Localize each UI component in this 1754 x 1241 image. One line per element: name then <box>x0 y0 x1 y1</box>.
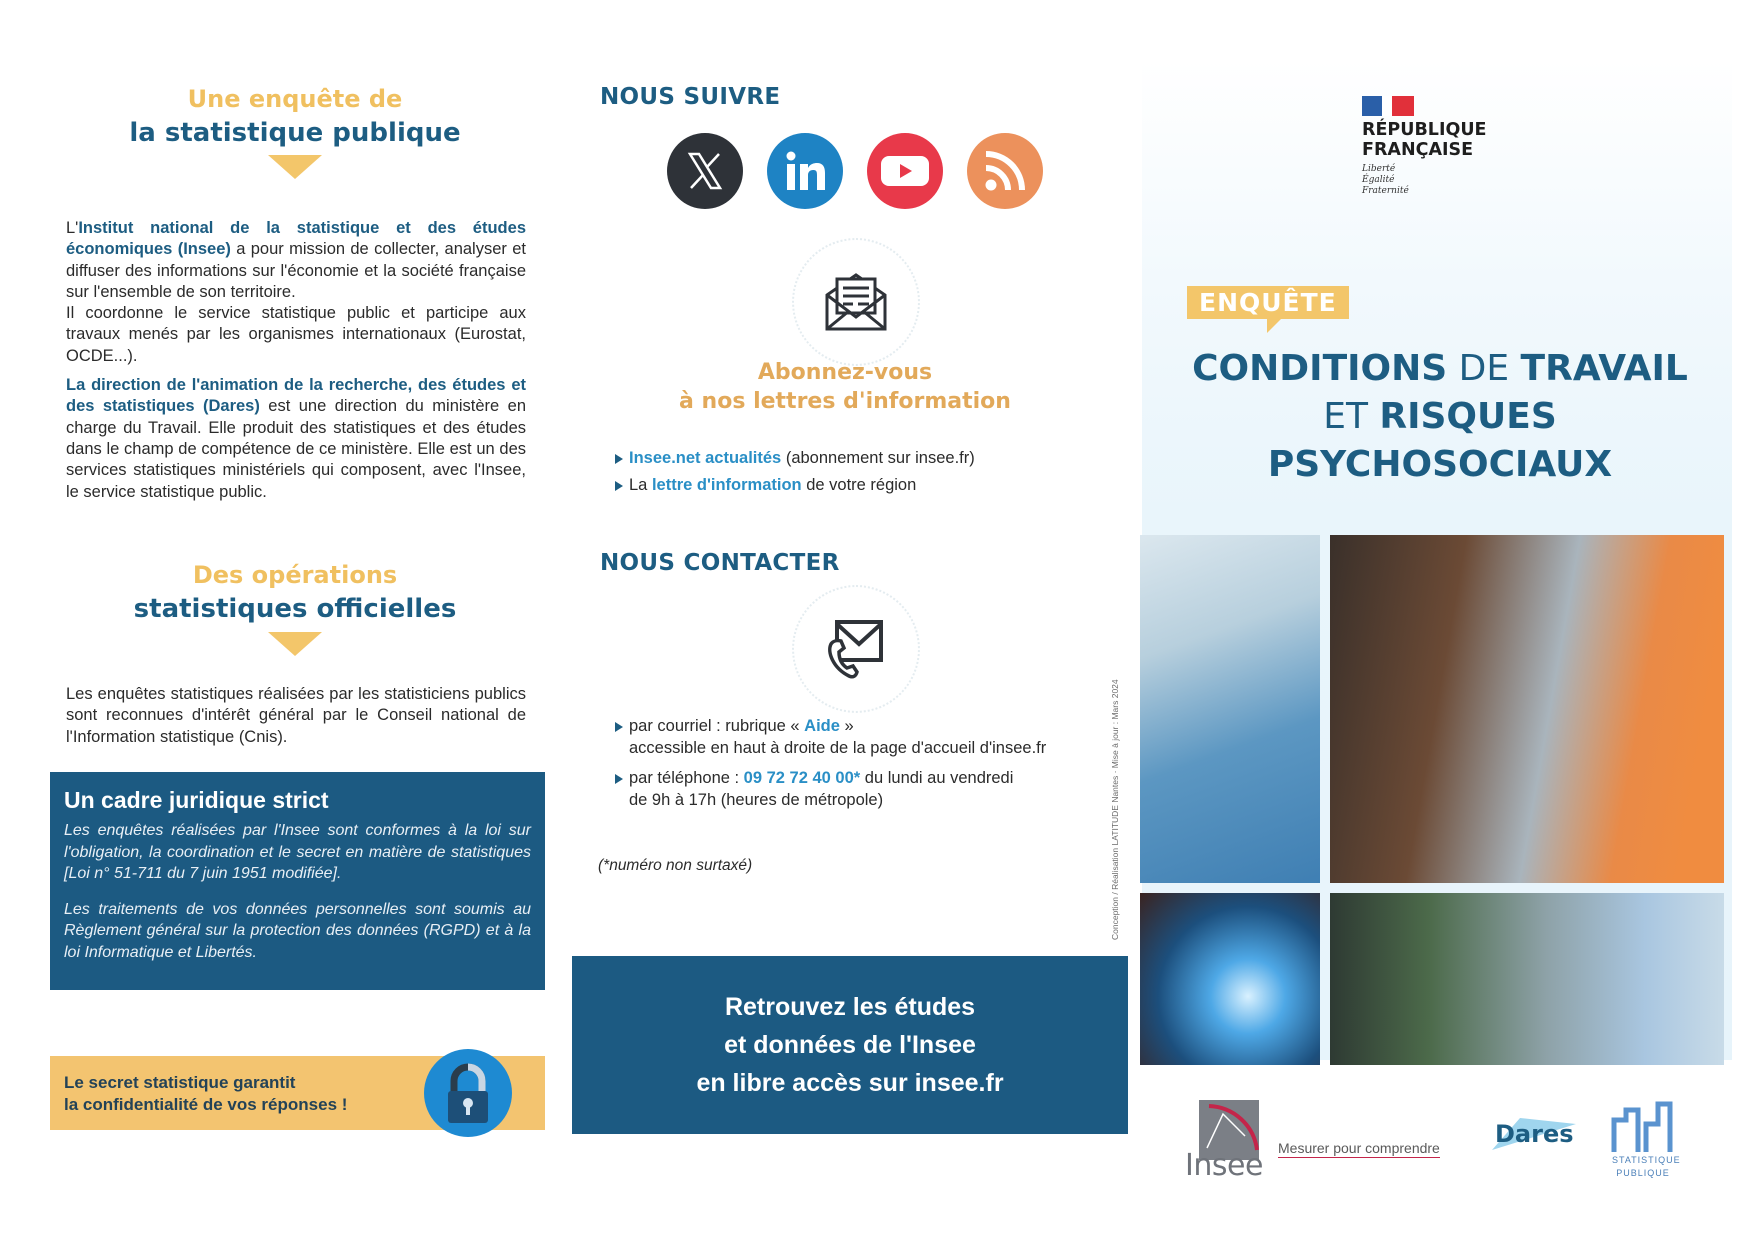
cover-title: CONDITIONS DE TRAVAIL ET RISQUES PSYCHOSOCIAUX <box>1192 348 1688 485</box>
follow-us-heading: NOUS SUIVRE <box>600 84 781 110</box>
contact-heading: NOUS CONTACTER <box>600 550 840 576</box>
regional-newsletter-link[interactable]: lettre d'information <box>651 475 802 494</box>
insee-description <box>66 218 526 503</box>
legal-framework-title: Un cadre juridique strict <box>64 787 329 813</box>
down-arrow-icon <box>268 155 322 179</box>
insee-name: Institut national de la statistique et des études économiques (Insee) <box>66 219 526 259</box>
contact-list <box>615 716 1046 811</box>
newsletter-icon-wrapper <box>792 238 920 366</box>
open-envelope-icon <box>823 271 889 333</box>
subscribe-heading: Abonnez-vous à nos lettres d'information <box>679 360 1011 414</box>
aide-link[interactable]: Aide <box>804 717 840 735</box>
dares-paragraph: La direction de l'animation de la recherche, des études et des statistiques (Dares) est une direction du ministère en charge du Travail. Elle produit des statistiques et des études dans le champ de compétence de ce ministère. Elle est un des services statistiques ministériels qui composent, avec l'Insee, le service statistique public. <box>66 376 526 501</box>
heading-line1: Des opérations <box>192 561 398 589</box>
cover-panel <box>1130 0 1754 1241</box>
x-twitter-icon <box>682 148 728 194</box>
youtube-icon <box>879 151 931 191</box>
phone-footnote: (*numéro non surtaxé) <box>598 857 753 874</box>
contact-phone-item: par téléphone : 09 72 72 40 00* du lundi au vendredi de 9h à 17h (heures de métropole) <box>615 768 1046 811</box>
heading-line2: la statistique publique <box>129 118 461 148</box>
rss-icon <box>983 149 1027 193</box>
survey-tag: ENQUÊTE <box>1187 286 1349 319</box>
linkedin-link[interactable] <box>767 133 843 209</box>
secrecy-text: Le secret statistique garantit la confidentialité de vos réponses ! <box>64 1073 348 1114</box>
statistique-publique-emblem-icon <box>1608 1098 1678 1154</box>
marianne-flag-icon <box>1362 96 1414 116</box>
dares-logo: Dares <box>1490 1120 1580 1170</box>
photo-waste-collectors <box>1330 535 1724 883</box>
legal-paragraph-rgpd: Les traitements de vos données personnelles sont soumis au Règlement général sur la protection des données (RGPD) et à la loi Informatique et Libertés. <box>64 900 531 961</box>
insee-tagline: Mesurer pour comprendre <box>1278 1140 1440 1156</box>
republique-francaise-logo <box>1362 96 1487 197</box>
print-credit: Conception / Réalisation LATITUDE Nantes · Mise à jour : Mars 2024 <box>1110 679 1120 940</box>
statistique-publique-logo: STATISTIQUE PUBLIQUE <box>1608 1098 1678 1190</box>
envelope-phone-icon <box>823 616 889 682</box>
heading-line2: statistiques officielles <box>133 594 457 624</box>
padlock-icon <box>424 1049 512 1137</box>
rss-link[interactable] <box>967 133 1043 209</box>
down-arrow-icon <box>268 632 322 656</box>
legal-framework-box <box>50 772 545 990</box>
heading-line1: Une enquête de <box>187 85 403 113</box>
contact-email-item: par courriel : rubrique « Aide » accessible en haut à droite de la page d'accueil d'insee.fr <box>615 716 1046 759</box>
contact-icon-wrapper <box>792 585 920 713</box>
x-twitter-link[interactable] <box>667 133 743 209</box>
partner-logos <box>1130 1090 1754 1200</box>
insee-net-link[interactable]: Insee.net actualités <box>629 449 782 467</box>
newsletter-list <box>615 448 975 496</box>
section-heading-operations <box>50 558 540 626</box>
youtube-link[interactable] <box>867 133 943 209</box>
list-item: La lettre d'information de votre région <box>615 475 975 497</box>
dares-name: La direction de l'animation de la recherche, des études et des statistiques (Dares) <box>66 376 526 416</box>
insee-website-banner[interactable]: Retrouvez les études et données de l'Insee en libre accès sur insee.fr <box>572 956 1128 1134</box>
republique-francaise-name: RÉPUBLIQUE FRANÇAISE <box>1362 120 1487 160</box>
linkedin-icon <box>782 148 828 194</box>
insee-paragraph: L'Institut national de la statistique et des études économiques (Insee) a pour mission de collecter, analyser et diffuser des informations sur l'économie et la société française sur l'ensemble de son territoire. Il coordonne le service statistique public et participe aux travaux menés par les organismes internationaux (Eurostat, OCDE...). <box>66 219 526 365</box>
insee-logo: Insee <box>1175 1100 1265 1195</box>
republic-motto: Liberté Égalité Fraternité <box>1362 164 1409 196</box>
statistical-secrecy-banner <box>50 1056 545 1130</box>
photo-call-center-operator <box>1330 893 1724 1065</box>
middle-panel <box>570 0 1130 1241</box>
photo-welder <box>1140 893 1320 1065</box>
cnis-description: Les enquêtes statistiques réalisées par les statisticiens publics sont reconnues d'intérêt général par le Conseil national de l'Information statistique (Cnis). <box>66 685 526 746</box>
left-panel <box>0 0 570 1241</box>
section-heading-enquete <box>50 82 540 150</box>
phone-number[interactable]: 09 72 72 40 00* <box>743 769 861 787</box>
legal-paragraph-law: Les enquêtes réalisées par l'Insee sont conformes à la loi sur l'obligation, la coordination et le secret en matière de statistiques [Loi n° 51-711 du 7 juin 1951 modifiée]. <box>64 822 531 882</box>
list-item: Insee.net actualités (abonnement sur insee.fr) <box>615 448 975 470</box>
photo-healthcare-worker <box>1140 535 1320 883</box>
